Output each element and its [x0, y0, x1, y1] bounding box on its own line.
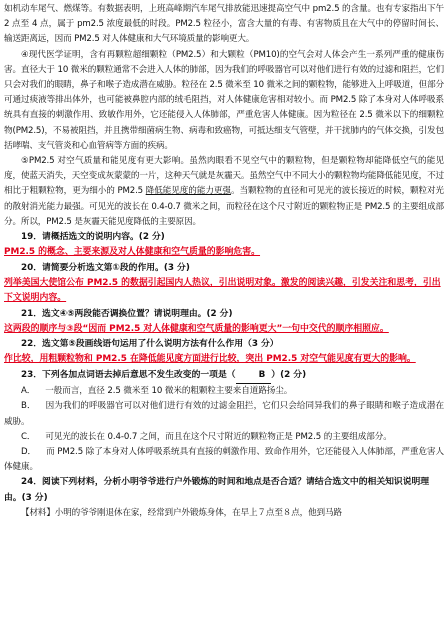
option-d-key: D． [21, 446, 37, 457]
answer-20 [4, 276, 444, 307]
question-24: 24．阅读下列材料，分析小明爷爷进行户外锻炼的时间和地点是否合适？请结合选文中的相关知识说明理由。(3 分) [4, 477, 430, 503]
underlined-sentence: 降低能见度的能力更强 [145, 186, 231, 197]
option-d [4, 445, 444, 475]
question-23 [4, 368, 444, 384]
paragraph-5-text-b: 。当颗粒物的直径和可见光的波长接近的时候，颗粒对光的散射消光能力最强。可见光的波长在 0.4-0.7 微米之间，而粒径在这个尺寸附近的颗粒物正是 PM2.5 的主要组成部分。所以，PM2.5 是灰霾天能见度降低的主要原因。 [4, 186, 444, 227]
question-23-text-b: ）(2 分) [271, 369, 307, 380]
answer-20-text: 列举美国大使馆公布 PM2.5 的数据引起国内人热议，引出说明对象。激发的阅读兴趣，引发关注和思考，引出下文说明内容。 [4, 277, 441, 304]
question-19: 19．请概括选文的说明内容。(2 分) [21, 232, 165, 243]
answer-19 [4, 245, 444, 260]
question-22: 22．选文第⑤段画线语句运用了什么说明方法有什么作用（3 分） [21, 339, 279, 350]
passage-paragraph-4: ④现代医学证明，含有再颗粒超细颗粒（PM2.5）和大颗粒（PM10)的空气会对人体会产生一系列严重的健康伤害。直径大于 10 微米的颗粒通常不会进入人体的肺部，因为我们的呼吸器官可以对他们进行有效的过滤和阻拦，它们只会对我们的眼睛，鼻子和喉子造成潜在威胁。粒径在 2.5 微米至 10 微米之间的颗粒物，能够进入上呼吸道，但部分可通过痰液等排出体外，也可能被鼻腔内部的绒毛阻挡，对人体健康危害相对较小。而 PM2.5 除了本身对人体呼吸系统具有直接的刺激作用、致敏作用外，它还能侵入人体肺部，严重危害人体健康。因为粒径在 2.5 微米以下的细颗粒物(PM2.5)，不易被阻挡，并且携带细菌病生物、病毒和致癌物，可抵达细支气管壁，并干扰肺内的气体交换，引发包括哮喘、支气管炎和心血管病等方面的疾病。 [4, 49, 444, 151]
answer-22 [4, 352, 444, 367]
option-c-text: 可见光的波长在 0.4-0.7 之间，而且在这个尺寸附近的颗粒物正是 PM2.5 的主要组成部分。 [45, 431, 392, 442]
option-a-text: 一般而言，直径 2.5 微米至 10 微米的粗颗粒主要来自道路扬尘。 [45, 386, 293, 397]
passage-paragraph-3: 如机动车尾气、燃煤等。有数据表明，上班高峰期汽车尾气排放能迅速提高空气中 pm2.5 的含量。也有专家指出下午 2 点至 4 点，属于 pm2.5 浓度最低的时段。PM2.5 粒径小，富含大量的有毒、有害物质且在大气中的停留时间长、输送距离远，因而 PM2.5 对人体健康和大气环境质量的影响更大。 [4, 4, 444, 45]
answer-21-text: 这两段的顺序与③段“因而 PM2.5 对人体健康和空气质量的影响更大”一句中交代的顺序相照应。 [4, 323, 389, 334]
paragraph-5-text-a: ⑤PM2.5 对空气质量和能见度有更大影响。虽然肉眼看不见空气中的颗粒物，但是颗粒物却能降低空气的能见度，使蓝天消失，天空变成灰蒙蒙的一片，这种天气就是灰霾天。虽然空气中不同大小的颗粒物均能降低能见度，不过相比于粗颗粒物，更为细小的 PM2.5 [4, 156, 444, 197]
question-20: 20．请简要分析选文第①段的作用。(3 分) [21, 262, 190, 273]
option-a-key: A． [21, 386, 36, 397]
option-c-key: C． [21, 431, 36, 442]
question-24-material: 【材料】小明的爷爷刚退休在家，经常到户外锻炼身体，在早上７点至８点，他到马路 [21, 507, 342, 518]
answer-21 [4, 322, 444, 337]
option-b-text: 因为我们的呼吸器官可以对他们进行有效的过滤金阻拦，它们只会给同异我们的鼻子眼睛和喉子造成潜在威胁。 [4, 401, 445, 427]
answer-19-text: PM2.5 的概念、主要来源及对人体健康和空气质量的影响危害。 [4, 247, 261, 258]
answer-22-text: 作比较，用粗颗粒物和 PM2.5 在降低能见度方面进行比较，突出 PM2.5 对空气能见度有更大的影响。 [4, 354, 416, 365]
question-23-text-a: 23．下列各加点词语去掉后意思不发生改变的一项是（ [21, 369, 236, 380]
option-c [4, 430, 444, 445]
answer-23-choice: B [258, 369, 266, 380]
option-a [4, 384, 444, 399]
option-b-key: B． [21, 401, 36, 412]
passage-paragraph-5 [4, 154, 444, 230]
answer-23-blank [236, 368, 272, 384]
option-b [4, 399, 444, 429]
question-21: 21．选文④⑤两段能否调换位置？请说明理由。(2 分) [21, 308, 233, 319]
option-d-text: 而 PM2.5 除了本身对人体呼吸系统具有直接的刺激作用、致命作用外，它还能侵入人体肺部，严重危害人体健康。 [4, 446, 444, 473]
